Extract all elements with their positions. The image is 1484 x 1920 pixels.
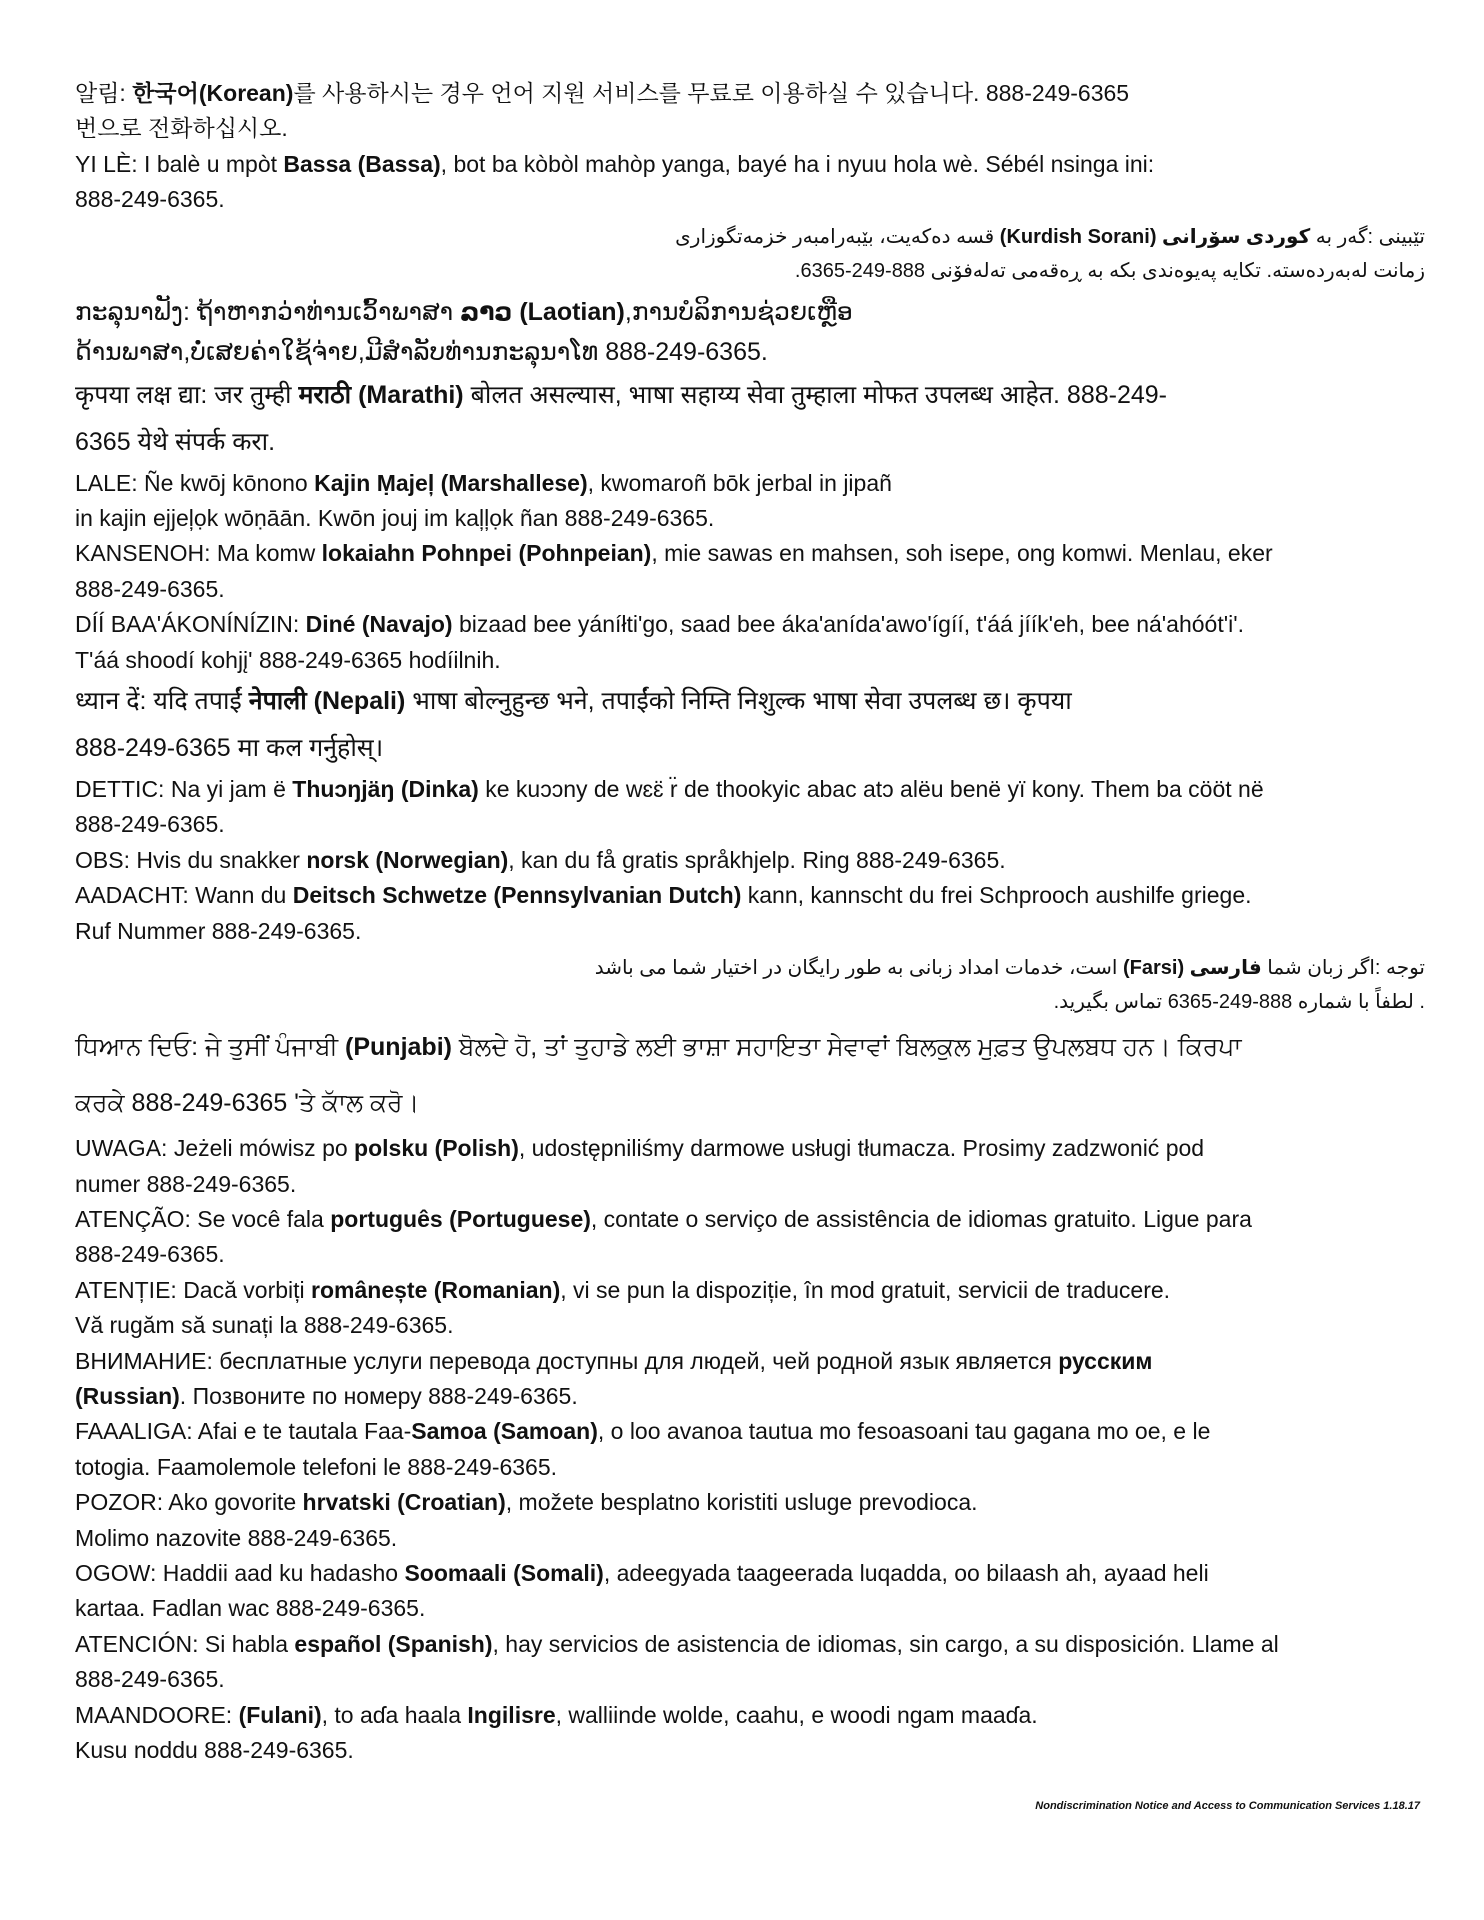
language-name: românește (Romanian) [311,1276,561,1303]
notice-text: , vi se pun la dispoziție, în mod gratuit, servicii de traducere. [560,1276,1171,1303]
paragraph-line [75,1733,1425,1768]
language-name: (Fulani) [238,1701,322,1728]
paragraph-line [75,1202,1425,1237]
paragraph-line [75,501,1425,536]
paragraph-line [75,1698,1425,1733]
notice-text: FAAALIGA: Afai e te tautala Faa- [75,1418,412,1445]
notice-text: OGOW: Haddii aad ku hadasho [75,1559,405,1586]
language-name: Samoa (Samoan) [411,1418,598,1445]
paragraph-line [75,643,1425,678]
language-name: ລາວ (Laotian) [460,297,625,326]
notice-text: UWAGA: Jeżeli mówisz po [75,1135,355,1162]
notice-text: , bot ba kòbòl mahòp yanga, bayé ha i nyuu hola wè. Sébél nsinga ini: [440,150,1155,177]
language-paragraph [75,1627,1425,1698]
language-paragraph [75,1485,1425,1556]
notice-text: 를 사용하시는 경우 언어 지원 서비스를 무료로 이용하실 수 있습니다. 888-249-6365 [293,80,1130,106]
paragraph-line [75,147,1425,182]
language-paragraph [75,607,1425,678]
notice-text: ਬੋਲਦੇ ਹੋ, ਤਾਂ ਤੁਹਾਡੇ ਲਈ ਭਾਸ਼ਾ ਸਹਾਇਤਾ ਸੇਵਾਵਾਂ ਬਿਲਕੁਲ ਮੁਫ਼ਤ ਉਪਲਬਧ ਹਨ। ਕਿਰਪਾ [451,1033,1242,1062]
notice-text: in kajin ejjeļọk wōṇāān. Kwōn jouj im kaļļọk ñan 888-249-6365. [75,505,715,532]
notice-text: MAANDOORE: [75,1701,239,1728]
notice-text: KANSENOH: Ma komw [75,540,322,567]
language-name: Ingilisre [467,1701,556,1728]
notice-text: भाषा बोल्नुहुन्छ भने, तपाईंको निम्ति निशुल्क भाषा सेवा उपलब्ध छ। कृपया [405,687,1072,716]
footer-notice: Nondiscrimination Notice and Access to Communication Services 1.18.17 [1035,1800,1420,1812]
notice-text: 888-249-6365. [75,186,225,213]
paragraph-line [75,1556,1425,1591]
notice-text: , to aɗa haala [321,1701,468,1728]
paragraph-line [75,1591,1425,1626]
paragraph-line [75,1521,1425,1556]
notice-text: , hay servicios de asistencia de idiomas, sin cargo, a su disposición. Llame al [492,1630,1279,1657]
notice-text: ATENÇÃO: Se você fala [75,1205,331,1232]
paragraph-line [75,1131,1425,1166]
paragraph-line [75,678,1425,725]
notice-text: ke kuɔɔny de wɛɛ̈ r̈ de thookyic abac atɔ alëu benë yï kony. Them ba cööt në [478,776,1264,803]
notice-text: 6365 येथे संपर्क करा. [75,427,276,456]
notice-text: است، خدمات امداد زبانی به طور رایگان در اختیار شما می باشد [594,957,1123,980]
notice-text: DETTIC: Na yi jam ë [75,776,293,803]
notice-text: ກະລຸນາຟັງ: ຖ້າຫາກວ່າທ່ານເວົ້າພາສາ [75,297,461,326]
paragraph-line [75,419,1425,466]
language-paragraph [75,292,1425,372]
notice-text: , o loo avanoa tautua mo fesoasoani tau gagana mo oe, e le [597,1418,1211,1445]
language-name: português (Portuguese) [330,1205,591,1232]
language-paragraph [75,147,1425,218]
notice-text: 888-249-6365 मा कल गर्नुहोस्। [75,734,384,763]
paragraph-line [75,1414,1425,1449]
paragraph-line [75,914,1425,949]
language-name: Bassa (Bassa) [283,150,441,177]
paragraph-line [75,572,1425,607]
notice-text: , contate o serviço de assistência de idiomas gratuito. Ligue para [590,1205,1252,1232]
language-paragraph [75,1202,1425,1273]
language-name: 한국어(Korean) [132,80,294,106]
notice-text: बोलत असल्यास, भाषा सहाय्य सेवा तुम्हाला मोफत उपलब्ध आहेत. 888-249- [463,380,1167,409]
language-name: کوردی سۆرانی (Kurdish Sorani) [999,225,1311,248]
paragraph-line [75,725,1425,772]
language-name: norsk (Norwegian) [306,846,509,873]
language-name: hrvatski (Croatian) [302,1489,506,1516]
language-name: (Punjabi) [345,1033,452,1062]
notice-text: YI LÈ: I balè u mpòt [75,150,284,177]
notice-text: , možete besplatno koristiti usluge prevodioca. [505,1489,978,1516]
notice-text: توجه :اگر زبان شما [1261,957,1425,980]
notice-text: , mie sawas en mahsen, soh isepe, ong komwi. Menlau, eker [651,540,1273,567]
paragraph-line [75,1308,1425,1343]
language-name: मराठी (Marathi) [298,380,464,409]
notice-text: numer 888-249-6365. [75,1170,297,1197]
language-paragraph [75,772,1425,843]
paragraph-line [75,76,1425,111]
notice-text: , walliinde wolde, caahu, e woodi ngam maaɗa. [555,1701,1038,1728]
paragraph-line [75,1662,1425,1697]
notice-text: ਕਰਕੇ 888-249-6365 'ਤੇ ਕਾੱਲ ਕਰੋ। [75,1089,420,1118]
language-paragraph [75,878,1425,949]
language-paragraph [75,1131,1425,1202]
language-paragraph [75,1556,1425,1627]
notice-text: . Позвоните по номеру 888-249-6365. [179,1382,578,1409]
notice-text: 번으로 전화하십시오. [75,115,288,142]
language-name: Thuɔŋjäŋ (Dinka) [292,776,479,803]
language-paragraph [75,678,1425,772]
paragraph-line [75,772,1425,807]
language-paragraph [75,843,1425,878]
language-name: Kajin Ṃajeļ (Marshallese) [314,469,588,496]
notice-text: AADACHT: Wann du [75,882,293,909]
notice-text: kartaa. Fadlan wac 888-249-6365. [75,1595,426,1622]
paragraph-line [75,332,1425,372]
notice-text: , udostępniliśmy darmowe usługi tłumacza. Prosimy zadzwonić pod [518,1135,1205,1162]
language-paragraph [75,1344,1425,1415]
language-paragraph [75,220,1425,288]
notice-text: Molimo nazovite 888-249-6365. [75,1524,398,1551]
notice-text: ध्यान दें: यदि तपाईं [75,687,249,716]
language-name: Deitsch Schwetze (Pennsylvanian Dutch) [292,882,742,909]
language-name: Diné (Navajo) [305,611,453,638]
paragraph-line [75,1627,1425,1662]
language-name: Soomaali (Somali) [404,1559,604,1586]
language-name: नेपाली (Nepali) [248,687,406,716]
language-name: فارسی (Farsi) [1122,957,1262,980]
notice-text: زمانت لەبەردەستە. تکایە پەیوەندی بکە بە ڕەقەمی تەلەفۆنی 888-249-6365. [794,259,1425,282]
notice-text: ATENCIÓN: Si habla [75,1630,295,1657]
paragraph-line [75,466,1425,501]
notice-text: bizaad bee yáníłti'go, saad bee áka'anída'awo'ígíí, t'áá jíík'eh, bee ná'ahóót'i'. [452,611,1245,638]
language-paragraph [75,951,1425,1019]
notice-text: POZOR: Ako govorite [75,1489,303,1516]
notice-text: 888-249-6365. [75,811,225,838]
notice-text: ATENȚIE: Dacă vorbiți [75,1276,312,1303]
notice-text: 888-249-6365. [75,1666,225,1693]
paragraph-line [75,1167,1425,1202]
notice-text: Vă rugăm să sunați la 888-249-6365. [75,1312,454,1339]
language-paragraph [75,1019,1425,1131]
notice-text: تێبینی :گەر بە [1310,225,1425,248]
paragraph-line [75,1237,1425,1272]
notice-text: Kusu noddu 888-249-6365. [75,1737,354,1763]
language-assistance-notice [75,76,1425,1768]
paragraph-line [75,1379,1425,1414]
notice-text: ,ການບໍລິການຊ່ວຍເຫຼືອ [624,297,853,326]
notice-text: kann, kannscht du frei Schprooch aushilfe griege. [741,882,1252,909]
paragraph-line [75,220,1425,254]
paragraph-line [75,1344,1425,1379]
language-paragraph [75,1414,1425,1485]
notice-text: قسە دەکەیت، بێبەرامبەر خزمەتگوزاری [675,225,1000,248]
notice-text: , kan du få gratis språkhjelp. Ring 888-249-6365. [508,846,1006,873]
notice-text: LALE: Ñe kwōj kōnono [75,469,315,496]
notice-text: ВНИМАНИЕ: бесплатные услуги перевода доступны для людей, чей родной язык является [75,1347,1059,1374]
paragraph-line [75,985,1425,1019]
paragraph-line [75,1019,1425,1075]
notice-text: OBS: Hvis du snakker [75,846,307,873]
notice-text: , kwomaroñ bōk jerbal in jipañ [587,469,892,496]
language-paragraph [75,536,1425,607]
paragraph-line [75,807,1425,842]
paragraph-line [75,254,1425,288]
language-paragraph [75,1698,1425,1769]
notice-text: ດ້ານພາສາ,ບໍ່ເສຍຄ່າໃຊ້ຈ່າຍ,ມີສຳລັບທ່ານກະລຸນາໂທ 888-249-6365. [75,337,768,366]
paragraph-line [75,607,1425,642]
paragraph-line [75,951,1425,985]
paragraph-line [75,292,1425,332]
notice-text: , adeegyada taageerada luqadda, oo bilaash ah, ayaad heli [603,1559,1209,1586]
language-paragraph [75,466,1425,537]
language-paragraph [75,76,1425,147]
notice-text: Ruf Nummer 888-249-6365. [75,917,362,944]
notice-text: कृपया लक्ष द्या: जर तुम्ही [75,380,299,409]
notice-text: 알림: [75,80,133,106]
paragraph-line [75,1273,1425,1308]
notice-text: ਧਿਆਨ ਦਿਓ: ਜੇ ਤੁਸੀਂ ਪੰਜਾਬੀ [75,1033,346,1062]
paragraph-line [75,111,1425,146]
language-name: español (Spanish) [294,1630,493,1657]
notice-text: totogia. Faamolemole telefoni le 888-249-6365. [75,1453,558,1480]
paragraph-line [75,182,1425,217]
paragraph-line [75,1485,1425,1520]
language-name: русским [1058,1347,1153,1374]
paragraph-line [75,843,1425,878]
paragraph-line [75,372,1425,419]
language-paragraph [75,372,1425,466]
language-name: (Russian) [75,1382,180,1409]
notice-text: 888-249-6365. [75,575,225,602]
paragraph-line [75,1075,1425,1131]
language-name: lokaiahn Pohnpei (Pohnpeian) [321,540,652,567]
language-name: polsku (Polish) [354,1135,519,1162]
notice-text: 888-249-6365. [75,1241,225,1268]
paragraph-line [75,536,1425,571]
notice-text: DÍÍ BAA'ÁKONÍNÍZIN: [75,611,306,638]
paragraph-line [75,878,1425,913]
language-paragraph [75,1273,1425,1344]
notice-text: . لطفاً با شماره 888-249-6365 تماس بگیرید. [1053,991,1425,1014]
notice-text: T'áá shoodí kohjį' 888-249-6365 hodíilnih. [75,646,501,673]
paragraph-line [75,1450,1425,1485]
